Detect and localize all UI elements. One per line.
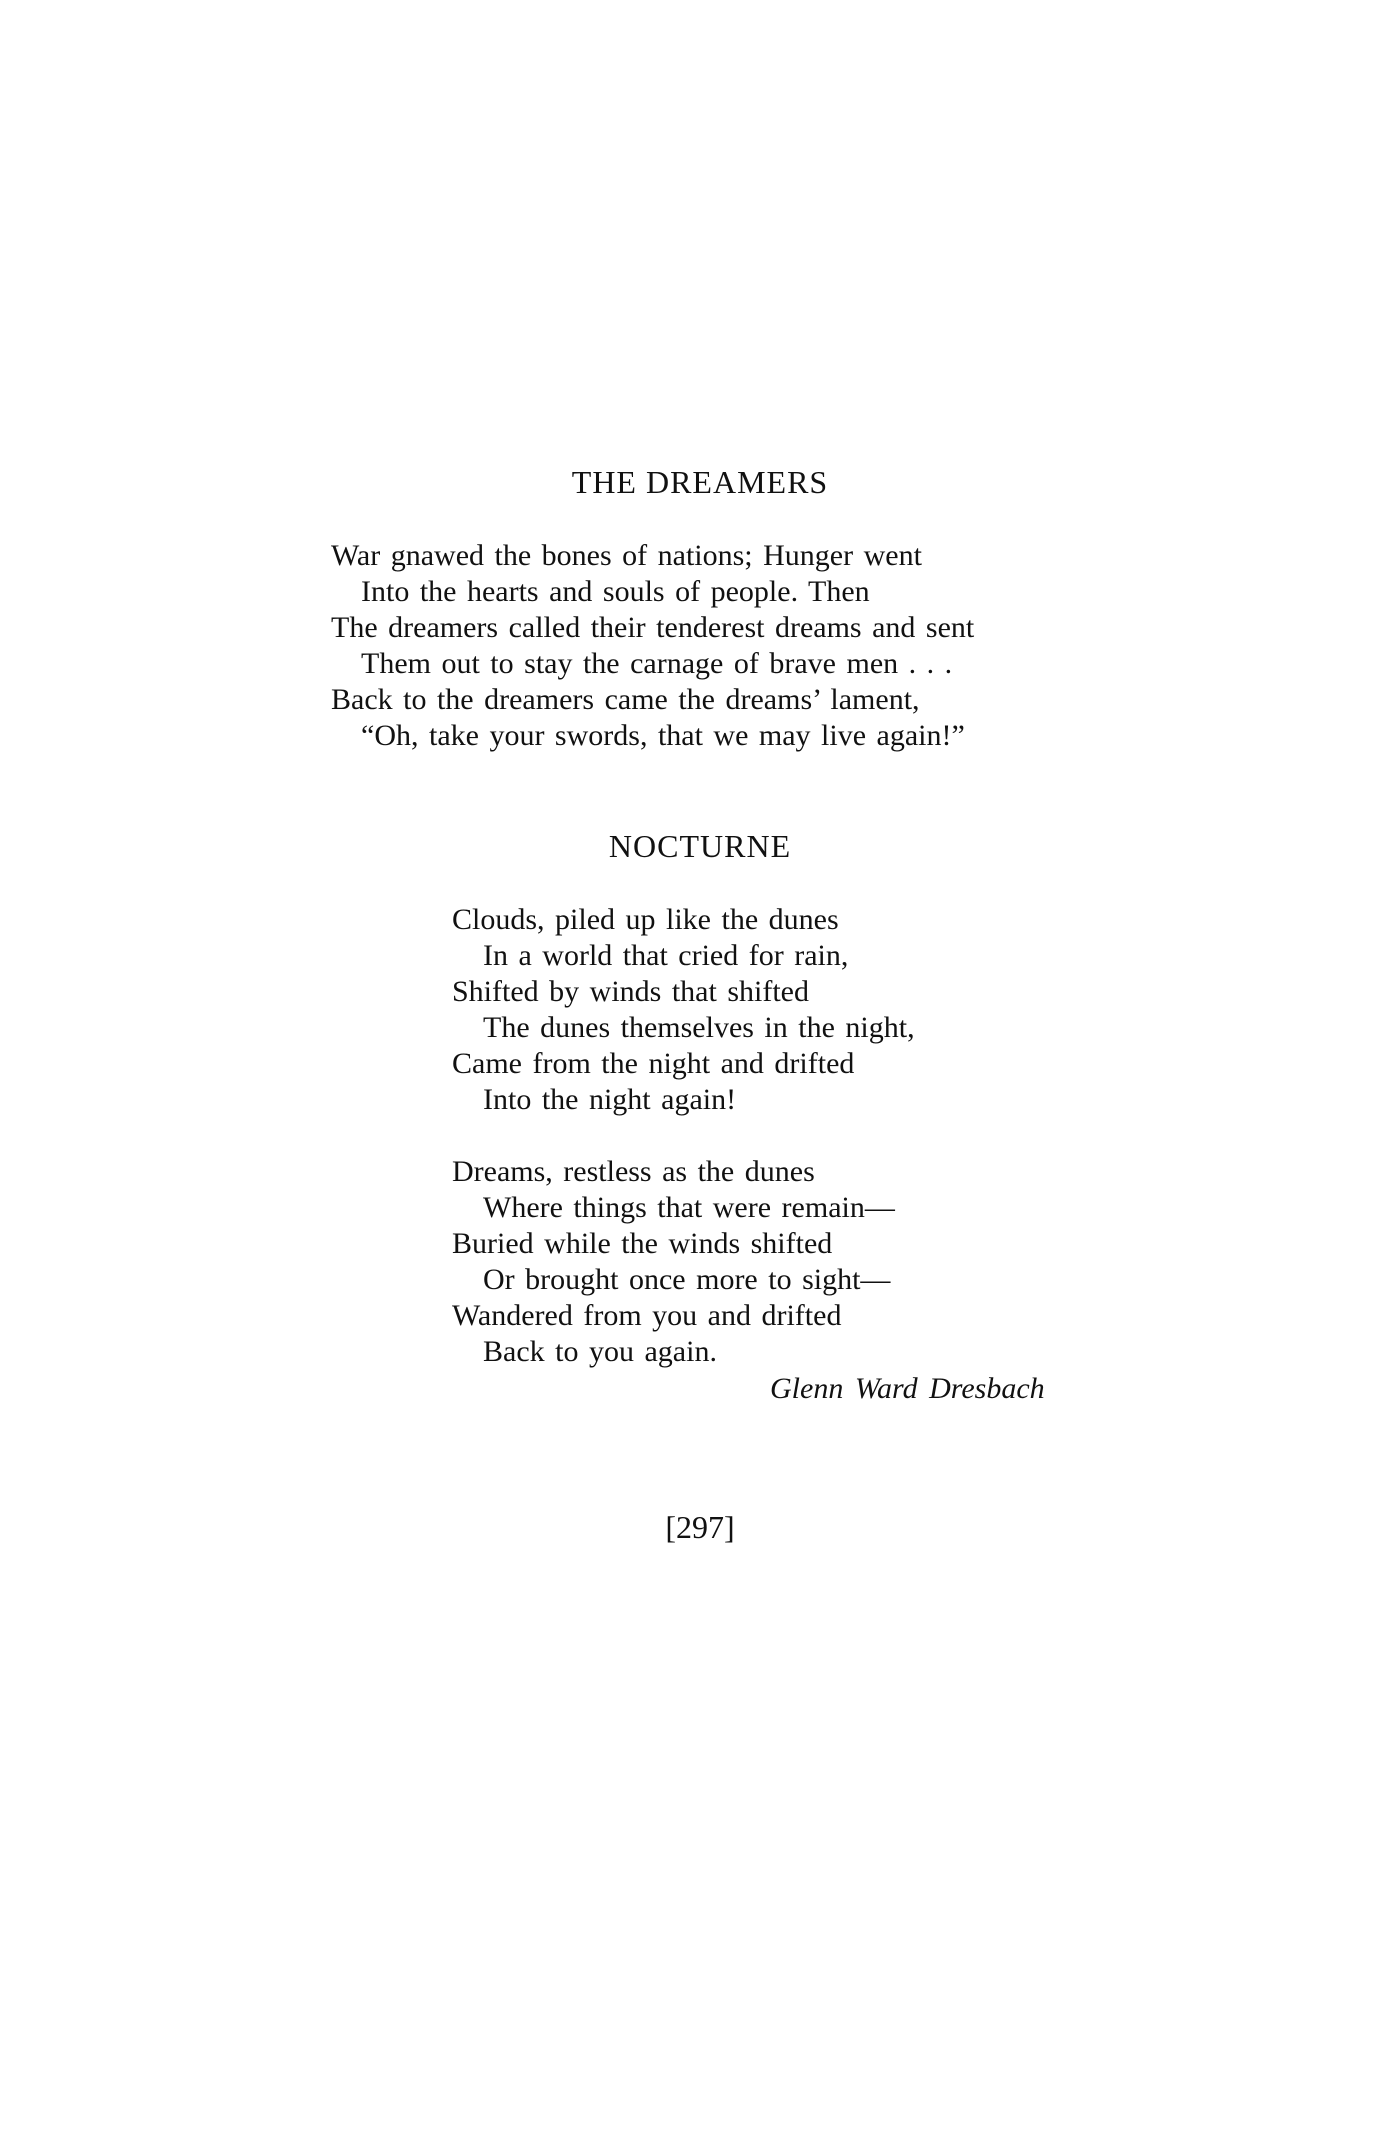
page-number: [297] [665,1509,735,1545]
author-signature: Glenn Ward Dresbach [770,1372,1045,1405]
poem-line: The dunes themselves in the night, [483,1011,915,1044]
poem-title-the-dreamers: THE DREAMERS [571,464,829,500]
poem-line: Where things that were remain— [483,1191,895,1224]
poem-line: Back to you again. [483,1335,717,1368]
poem-line: Clouds, piled up like the dunes [452,903,839,936]
poem-title-nocturne: NOCTURNE [608,828,792,864]
poem-line: Into the night again! [483,1083,737,1116]
poem-line: Buried while the winds shifted [452,1227,833,1260]
poem-line: “Oh, take your swords, that we may live again!” [361,719,965,752]
poem-line: The dreamers called their tenderest dreams and sent [331,611,975,644]
poem-line: Wandered from you and drifted [452,1299,842,1332]
poem-line: Them out to stay the carnage of brave men . . . [361,647,953,680]
poem-line: Dreams, restless as the dunes [452,1155,815,1188]
poem-line: Or brought once more to sight— [483,1263,891,1296]
poem-line: Into the hearts and souls of people. Then [361,575,870,608]
poem-line: Back to the dreamers came the dreams’ lament, [331,683,920,716]
poem-line: War gnawed the bones of nations; Hunger went [331,539,922,572]
poem-line: In a world that cried for rain, [483,939,849,972]
poem-line: Came from the night and drifted [452,1047,855,1080]
poem-line: Shifted by winds that shifted [452,975,809,1008]
